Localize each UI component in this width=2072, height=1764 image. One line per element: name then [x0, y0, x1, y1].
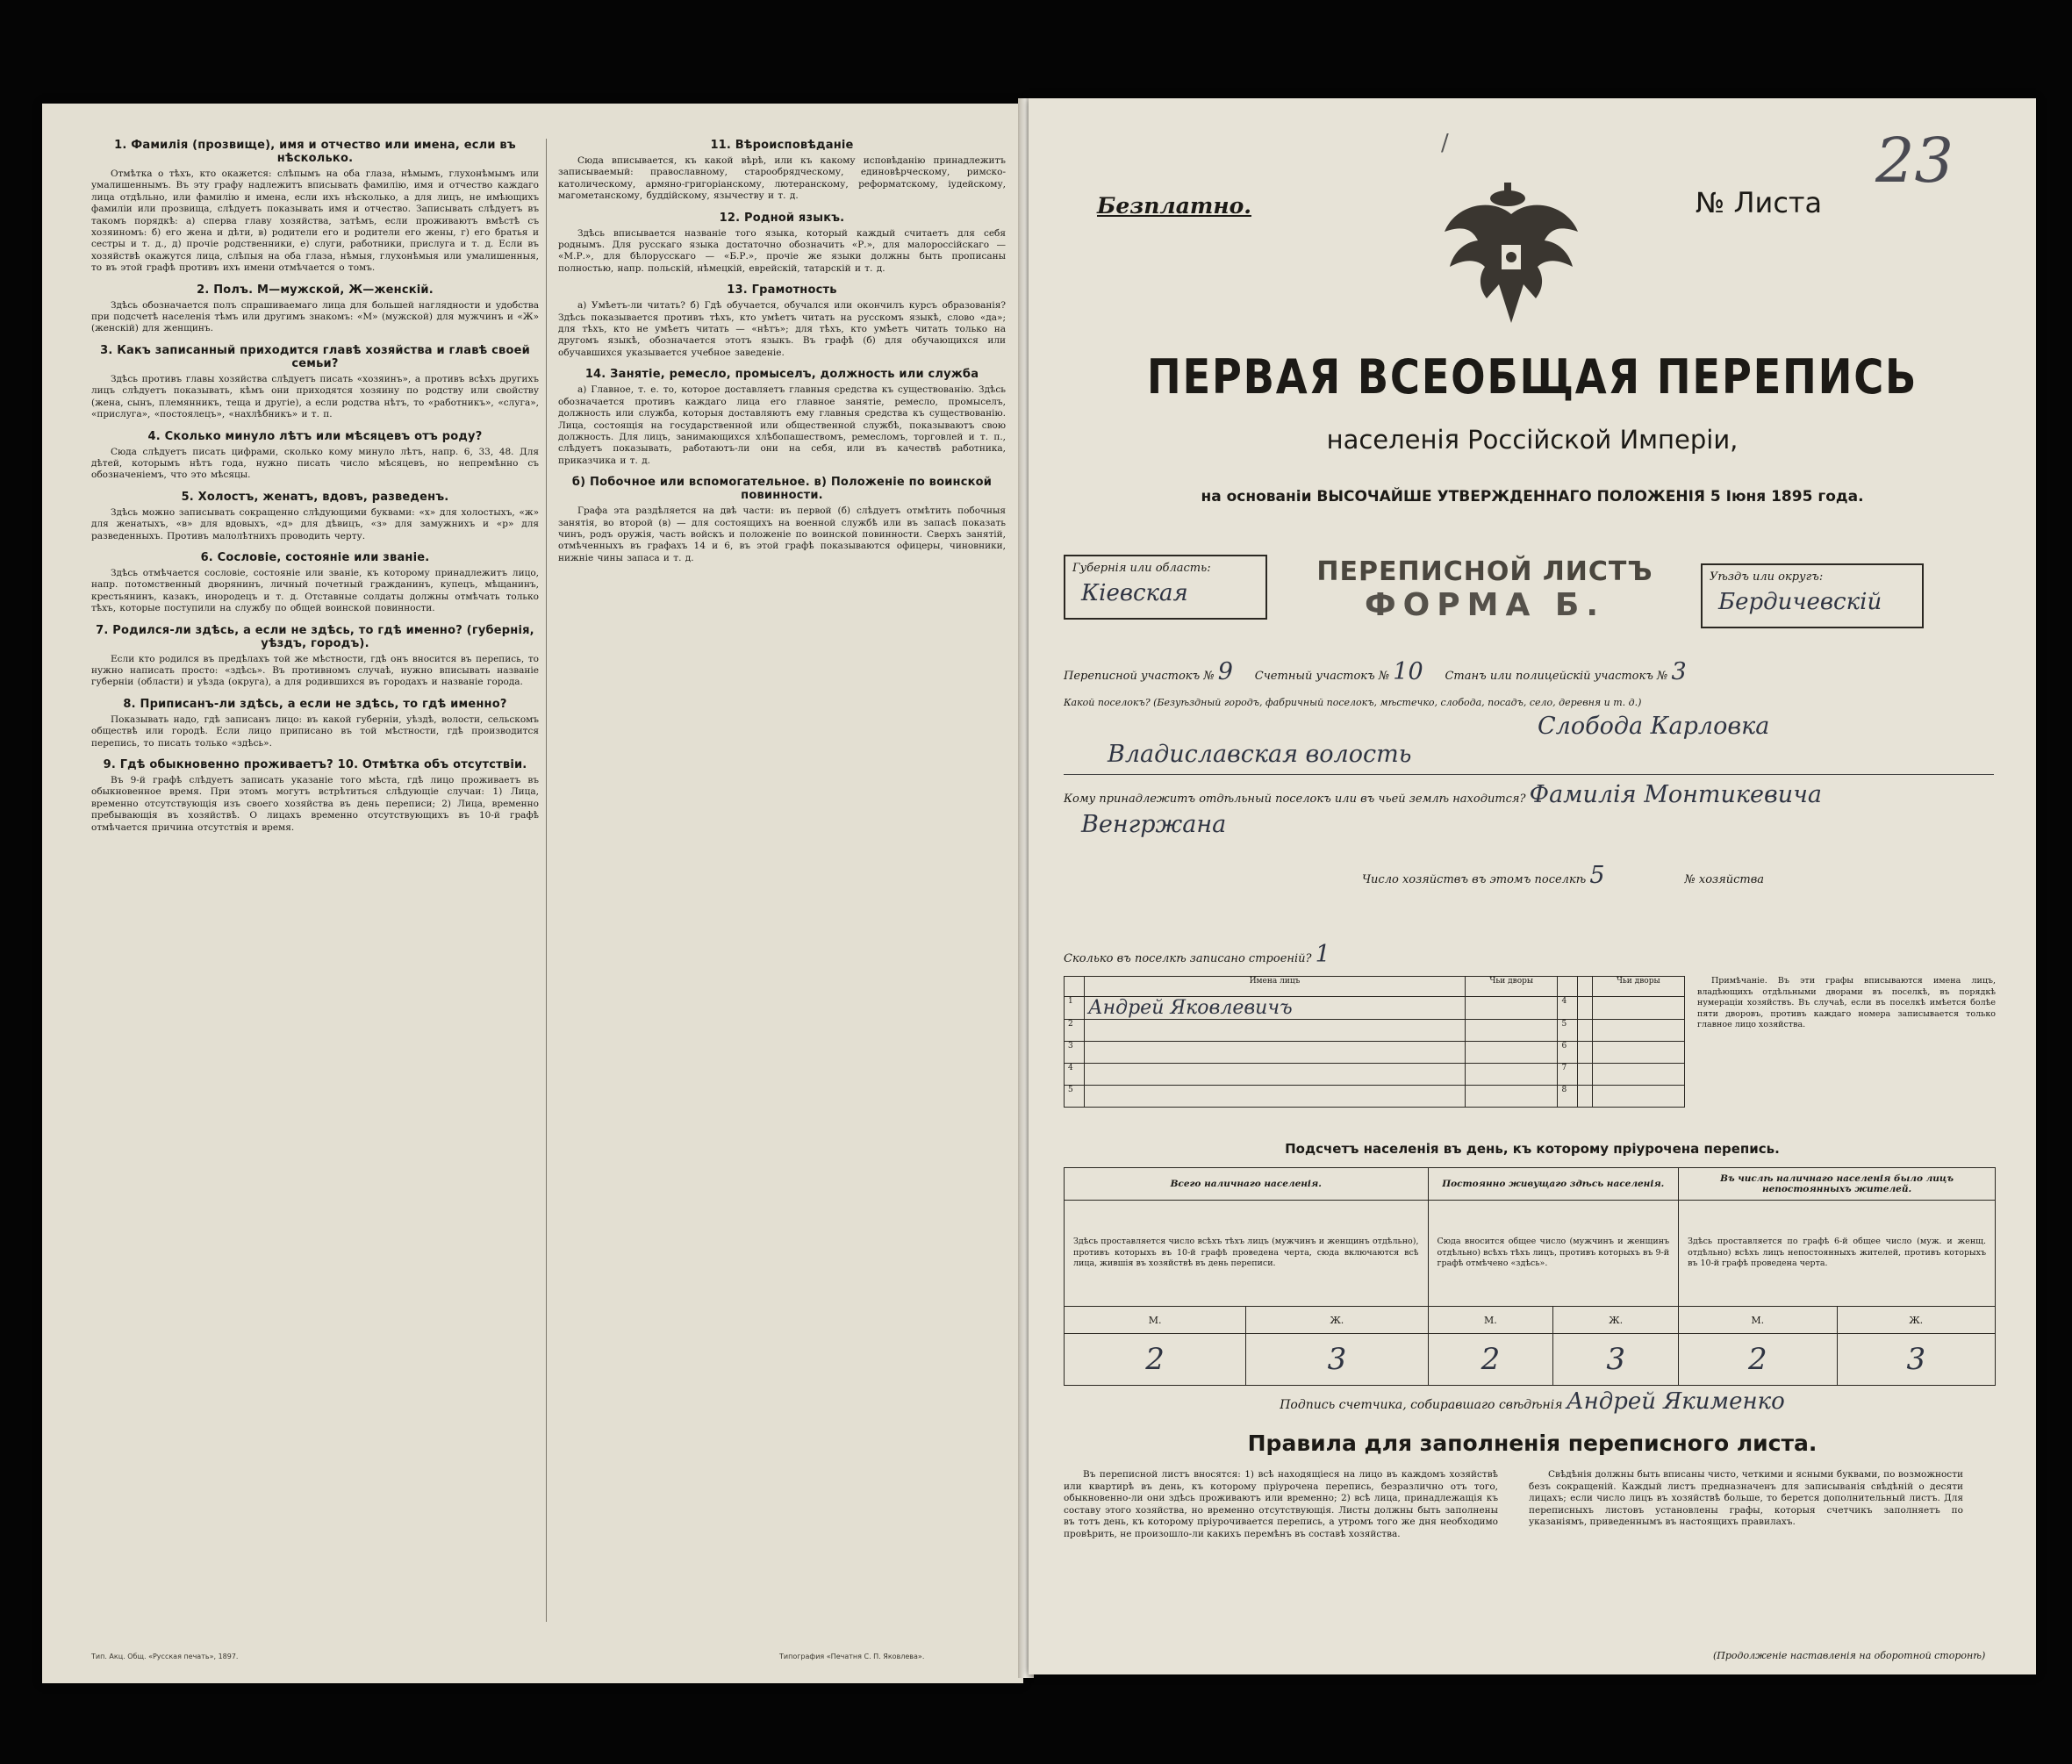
person-name — [1085, 1042, 1466, 1064]
section-body: Сюда вписывается, къ какой вѣрѣ, или къ какому исповѣданію принадлежитъ записываемый: православному, старообрядческому, единовѣрческому, римско-католическому, армяно-григоріанскому, лютеранскому, реформатскому, іудейскому, магометанскому, буддійскому, язычеству и т. д. — [558, 155, 1006, 202]
section-body: Показывать надо, гдѣ записанъ лицо: въ какой губерніи, уѣздѣ, волости, сельскомъ обществѣ или городѣ. Если лицо приписано въ той мѣстности, гдѣ производится перепись, то писать только «здѣсь». — [91, 713, 539, 749]
column-divider — [546, 139, 547, 1622]
row-number: 3 — [1065, 1042, 1085, 1064]
table-cell — [1466, 997, 1558, 1020]
table-row — [1065, 1042, 1685, 1064]
section-body: Здѣсь обозначается полъ спрашиваемаго лица для большей наглядности и удобства при подсчетѣ населенія тѣмъ или другимъ знакомъ: «М» (мужской) для мужчинъ и «Ж» (женскій) для женщинъ. — [91, 299, 539, 334]
section-title: 7. Родился-ли здѣсь, а если не здѣсь, то гдѣ именно? (губернія, уѣздъ, городъ). — [96, 623, 534, 650]
table-cell — [1592, 1086, 1684, 1108]
table-row — [1065, 997, 1685, 1020]
households-value: 5 — [1589, 862, 1605, 889]
instruction-section — [91, 698, 539, 749]
section-body: Если кто родился въ предѣлахъ той же мѣстности, гдѣ онъ вносится въ перепись, то нужно написать просто: «здѣсь». Въ противномъ случаѣ, нужно вписывать названіе губерніи (области) и уѣзда (округа), а для родившихся въ городахъ и названіе города. — [91, 653, 539, 688]
section-body: Здѣсь отмѣчается сословіе, состояніе или званіе, къ которому принадлежитъ лицо, напр. потомственный дворянинъ, личный почетный гражданинъ, купецъ, мѣщанинъ, крестьянинъ, казакъ, инородецъ и т. д. Отставные солдаты должны отмѣчать только тѣхъ, которые поступили на службу по общей воинской повинности. — [91, 567, 539, 614]
section-title: 11. Вѣроисповѣданіе — [710, 139, 854, 152]
settlement-label: Какой поселокъ? (Безуѣздный городъ, фабричный поселокъ, мѣстечко, слобода, посадъ, село, деревня и т. д.) — [1064, 697, 1642, 708]
gubernia-label: Губернія или область: — [1072, 562, 1211, 575]
owner-value: Фамилія Монтикевича — [1529, 781, 1823, 808]
settlement-underline — [1064, 774, 1994, 775]
census-subtitle: населенія Россійской Имперіи, — [1326, 425, 1739, 455]
instruction-section — [91, 758, 539, 834]
households-line — [1362, 862, 1994, 889]
row-number: 5 — [1558, 1020, 1578, 1042]
census-district-label: Переписной участокъ № — [1064, 670, 1215, 683]
section-title: 4. Сколько минуло лѣтъ или мѣсяцевъ отъ роду? — [147, 429, 483, 443]
section-body: Въ 9-й графѣ слѣдуетъ записать указаніе того мѣста, гдѣ лицо проживаетъ въ обыкновенное время. При этомъ могутъ встрѣтиться слѣдующіе случаи: 1) Лица, временно отсутствующія изъ своего хозяйства въ день переписи; 2) Лица, временно пребывающія въ хозяйствѣ. О лицахъ временно отсутствующихъ въ 10-й графѣ отмѣчается причина отсутствія и время. — [91, 775, 539, 833]
header-cell — [1065, 977, 1085, 997]
row-number: 1 — [1065, 997, 1085, 1020]
section-title: 1. Фамилія (прозвище), имя и отчество или имена, если въ нѣсколько. — [114, 139, 516, 165]
instruction-section — [558, 368, 1006, 467]
person-name: Андрей Яковлевичъ — [1085, 997, 1466, 1020]
header-cell — [1558, 977, 1578, 997]
section-title: 12. Родной языкъ. — [719, 211, 845, 225]
section-title: 13. Грамотность — [727, 283, 837, 298]
instruction-section — [91, 491, 539, 542]
owner-line — [1064, 781, 1994, 808]
sex-label: М. — [1428, 1307, 1553, 1334]
person-name — [1085, 1064, 1466, 1086]
table-cell — [1466, 1042, 1558, 1064]
header-cell: Чьи дворы — [1592, 977, 1684, 997]
population-count-title: Подсчетъ населенія въ день, къ которому пріурочена перепись. — [1285, 1141, 1780, 1157]
instruction-section — [91, 283, 539, 335]
count-value: 2 — [1428, 1334, 1553, 1386]
count-district-label: Счетный участокъ № — [1254, 670, 1390, 683]
census-main-title: ПЕРВАЯ ВСЕОБЩАЯ ПЕРЕПИСЬ — [1146, 349, 1918, 405]
households-label: Число хозяйствъ въ этомъ поселкѣ — [1362, 873, 1587, 886]
form-title-line-2: ФОРМА Б. — [1364, 587, 1606, 623]
owner-value-line-2 — [1081, 811, 1432, 838]
header-cell: Всего наличнаго населенія. — [1065, 1168, 1429, 1201]
rules-column-2: Свѣдѣнія должны быть вписаны чисто, четкими и ясными буквами, по возможности безъ сокращеній. Каждый листъ предназначенъ для записыванія свѣдѣній о десяти лицахъ; если число лицъ въ хозяйствѣ больше, то берется дополнительный листъ. Для переписныхъ листовъ установлены графы, которыя счетчикъ заполняетъ по указаніямъ, приведеннымъ въ настоящихъ правилахъ. — [1529, 1469, 1963, 1528]
table-cell — [1578, 1086, 1592, 1108]
sex-label: М. — [1679, 1307, 1837, 1334]
section-body: Здѣсь противъ главы хозяйства слѣдуетъ писать «хозяинъ», а противъ всѣхъ другихъ лицъ слѣдуетъ показывать, кѣмъ они приходятся хозяину по родству или свойству (жена, сынъ, племянникъ, теща и другіе), а если родства нѣтъ, то «работникъ», «слуга», «прислуга», «постоялецъ», «нахлѣбникъ» и т. п. — [91, 373, 539, 420]
section-title: 9. Гдѣ обыкновенно проживаетъ? 10. Отмѣтка объ отсутствіи. — [103, 758, 527, 771]
count-table-values-row — [1065, 1334, 1996, 1386]
table-cell — [1466, 1020, 1558, 1042]
pencil-mark: / — [1441, 130, 1449, 156]
section-title: 14. Занятіе, ремесло, промыселъ, должность или служба — [584, 368, 979, 382]
sex-label: М. — [1065, 1307, 1246, 1334]
row-number: 5 — [1065, 1086, 1085, 1108]
section-body: Здѣсь можно записывать сокращенно слѣдующими буквами: «х» для холостыхъ, «ж» для женатыхъ, «в» для вдовыхъ, «д» для дѣвицъ, «з» для замужнихъ и «р» для разведенныхъ. Противъ малолѣтнихъ проводить черту. — [91, 506, 539, 541]
signature-label: Подпись счетчика, собиравшаго свѣдѣнія — [1280, 1398, 1563, 1412]
instruction-section — [91, 430, 539, 482]
table-cell — [1578, 1064, 1592, 1086]
table-cell — [1592, 1064, 1684, 1086]
gubernia-box — [1064, 555, 1267, 620]
instruction-section — [91, 139, 539, 275]
count-table-descriptions — [1065, 1201, 1996, 1307]
enumerator-signature — [1029, 1388, 2036, 1415]
instructions-column-1 — [91, 133, 539, 1631]
table-row — [1065, 1086, 1685, 1108]
section-body: Графа эта раздѣляется на двѣ части: въ первой (б) слѣдуетъ отмѣтить побочныя занятія, во второй (в) — для состоящихъ на военной службѣ или въ запасѣ показать чинъ, родъ оружія, часть войскъ и положеніе по воинской повинности. Сверхъ занятій, отмѣченныхъ въ графахъ 14 и 6, въ этой графѣ показываются офицеры, чиновники, нижніе чины запаса и т. д. — [558, 506, 1006, 563]
persons-count-line — [1064, 941, 1994, 968]
sheet-number-value: 23 — [1875, 125, 1954, 197]
count-value: 3 — [1553, 1334, 1679, 1386]
table-cell — [1466, 1086, 1558, 1108]
persons-table-header — [1065, 977, 1685, 997]
section-body: Отмѣтка о тѣхъ, кто окажется: слѣпымъ на оба глаза, нѣмымъ, глухонѣмымъ или умалишеннымъ. Въ эту графу надлежитъ вписывать фамилію, имя и отчество каждаго лица отдѣльно, или фамилію и имена, если ихъ нѣсколько, а для лицъ, не имѣющихъ фамиліи или прозвища, слѣдуетъ показывать имя и отчество. Записывать слѣдуетъ въ такомъ порядкѣ: а) сперва главу хозяйства, затѣмъ, если проживаютъ вмѣстѣ съ хозяиномъ: б) его жена и дѣти, в) родители его и родители его жены, г) его братья и сестры и т. д., д) прочіе родственники, е) слуги, работники, прислуга и т. д. Если въ хозяйствѣ окажутся лица, слѣпыя на оба глаза, нѣмыя, глухонѣмыя или умалишенныя, то въ этой графѣ противъ ихъ имени отмѣчается о томъ. — [91, 169, 539, 274]
uezd-box — [1701, 563, 1924, 628]
sex-label: Ж. — [1837, 1307, 1995, 1334]
owner-label: Кому принадлежитъ отдѣльный поселокъ или въ чьей землѣ находится? — [1064, 792, 1526, 806]
description-cell: Сюда вносится общее число (мужчинъ и женщинъ отдѣльно) всѣхъ тѣхъ лицъ, противъ которыхъ въ 9-й графѣ отмѣчено «здѣсь». — [1428, 1201, 1679, 1307]
household-number-label: № хозяйства — [1684, 873, 1765, 886]
table-cell — [1592, 1020, 1684, 1042]
person-name — [1085, 1086, 1466, 1108]
owner-value-2: Венгржана — [1081, 811, 1227, 838]
person-name — [1085, 1020, 1466, 1042]
instruction-section — [91, 624, 539, 689]
count-value: 3 — [1246, 1334, 1428, 1386]
sheet-number-label: № Листа — [1696, 186, 1823, 219]
free-label: Безплатно. — [1097, 193, 1251, 219]
rules-column-1: Въ переписной листъ вносятся: 1) всѣ находящіеся на лицо въ каждомъ хозяйствѣ или квартирѣ въ день, къ которому пріурочена перепись, безразлично отъ того, обыкновенно-ли они здѣсь проживаютъ или временно; 2) всѣ лица, принадлежащія къ составу этого хозяйства, но временно отсутствующія. Листы должны быть заполнены въ тотъ день, къ которому пріурочивается перепись, а утромъ того же дня необходимо провѣрить, не произошло-ли какихъ перемѣнъ въ составѣ хозяйства. — [1064, 1469, 1498, 1539]
row-number: 4 — [1558, 997, 1578, 1020]
row-number: 2 — [1065, 1020, 1085, 1042]
persons-count-value: 1 — [1315, 941, 1330, 968]
table-cell — [1592, 997, 1684, 1020]
section-body: а) Главное, т. е. то, которое доставляетъ главныя средства къ существованію. Здѣсь обозначается противъ каждаго лица его главное занятіе, ремесло, промыселъ, должность или служба, которыя доставляютъ ему главныя средства къ существованію. Лица, состоящія на государственной или общественной службѣ, показываютъ свою должность. Для лицъ, занимающихся хлѣбопашествомъ, ремесломъ, торговлей и т. п., слѣдуетъ показывать, работаютъ-ли они на себя, или въ качествѣ работника, приказчика и т. д. — [558, 384, 1006, 466]
section-body: Здѣсь вписывается названіе того языка, который каждый считаетъ для себя роднымъ. Для русскаго языка достаточно обозначить «Р.», для малороссійскаго — «М.Р.», для бѣлорусскаго — «Б.Р.», прочіе же языки должны быть прописаны полностью, напр. польскій, нѣмецкій, еврейскій, татарскій и т. д. — [558, 227, 1006, 274]
count-value: 3 — [1837, 1334, 1995, 1386]
instruction-section — [91, 344, 539, 421]
left-page — [42, 104, 1023, 1683]
settlement-value-line-2 — [1108, 741, 1634, 768]
census-form-page — [1029, 98, 2036, 1674]
section-body: а) Умѣетъ-ли читать? б) Гдѣ обучается, обучался или окончилъ курсъ образованія? Здѣсь показывается противъ тѣхъ, кто умѣетъ читать на русскомъ языкѣ, слово «да»; для тѣхъ, кто не умѣетъ читать — «нѣтъ»; для тѣхъ, кто умѣетъ читать только на другомъ языкѣ, обозначается этотъ языкъ. Въ графѣ (б) для обучающихся или обучавшихся указывается учебное заведеніе. — [558, 300, 1006, 358]
table-cell — [1578, 997, 1592, 1020]
population-count-table — [1064, 1167, 1996, 1386]
signature-value: Андрей Якименко — [1566, 1388, 1785, 1415]
count-district-value: 10 — [1393, 658, 1423, 685]
row-number: 6 — [1558, 1042, 1578, 1064]
section-title: 5. Холостъ, женатъ, вдовъ, разведенъ. — [181, 490, 449, 504]
settlement-value: Слобода Карловка — [1538, 713, 1770, 740]
sex-label: Ж. — [1553, 1307, 1679, 1334]
count-table-header — [1065, 1168, 1996, 1201]
row-number: 7 — [1558, 1064, 1578, 1086]
table-cell — [1466, 1064, 1558, 1086]
table-cell — [1592, 1042, 1684, 1064]
gubernia-value: Кіевская — [1081, 580, 1188, 606]
section-title: 8. Приписанъ-ли здѣсь, а если не здѣсь, то гдѣ именно? — [123, 697, 507, 711]
instruction-section — [558, 283, 1006, 359]
rules-footnote: (Продолженіе наставленія на оборотной сторонѣ) — [1713, 1650, 1986, 1661]
row-number: 4 — [1065, 1064, 1085, 1086]
persons-table-note: Примѣчаніе. Въ эти графы вписываются имена лицъ, владѣющихъ отдѣльными дворами въ поселкѣ, въ порядкѣ нумераціи хозяйствъ. Въ случаѣ, если въ поселкѣ имѣется болѣе пяти дворовъ, противъ каждаго номера записывается только главное лицо хозяйства. — [1697, 976, 1996, 1029]
table-cell — [1578, 1042, 1592, 1064]
header-cell: Постоянно живущаго здѣсь населенія. — [1428, 1168, 1679, 1201]
count-value: 2 — [1065, 1334, 1246, 1386]
count-value: 2 — [1679, 1334, 1837, 1386]
instruction-section — [91, 551, 539, 615]
settlement-value-2: Владиславская волость — [1108, 741, 1412, 768]
header-cell — [1578, 977, 1592, 997]
persons-table — [1064, 976, 1685, 1108]
district-line — [1064, 658, 1994, 685]
police-district-label: Станъ или полицейскій участокъ № — [1445, 670, 1668, 683]
instruction-section — [558, 212, 1006, 276]
description-cell: Здѣсь проставляется число всѣхъ тѣхъ лицъ (мужчинъ и женщинъ отдѣльно), противъ которыхъ въ 10-й графѣ проведена черта, сюда включаются всѣ лица, жившія въ хозяйствѣ въ день переписи. — [1065, 1201, 1429, 1307]
uezd-value: Бердичевскій — [1718, 589, 1882, 615]
section-title: 2. Полъ. М—мужской, Ж—женскій. — [197, 283, 434, 297]
description-cell: Здѣсь проставляется по графѣ 6-й общее число (муж. и женщ. отдѣльно) всѣхъ лицъ непостоянныхъ жителей, противъ которыхъ въ 10-й графѣ проведена черта. — [1679, 1201, 1996, 1307]
header-cell: Чьи дворы — [1466, 977, 1558, 997]
rules-title: Правила для заполненія переписного листа. — [1247, 1431, 1817, 1456]
section-title: б) Побочное или вспомогательное. в) Положеніе по воинской повинности. — [571, 476, 993, 503]
count-table-sex-row — [1065, 1307, 1996, 1334]
form-title — [1283, 556, 1687, 623]
persons-count-label: Сколько въ поселкѣ записано строеній? — [1064, 952, 1312, 965]
section-title: 3. Какъ записанный приходится главѣ хозяйства и главѣ своей семьи? — [100, 343, 530, 370]
table-row — [1065, 1064, 1685, 1086]
header-cell: Въ числѣ наличнаго населенія было лицъ непостоянныхъ жителей. — [1679, 1168, 1996, 1201]
sex-label: Ж. — [1246, 1307, 1428, 1334]
census-district-value: 9 — [1217, 658, 1233, 685]
instruction-section — [558, 139, 1006, 203]
printer-footer-left: Тип. Акц. Общ. «Русская печать», 1897. — [91, 1653, 239, 1660]
row-number: 8 — [1558, 1086, 1578, 1108]
double-headed-eagle-icon — [1437, 179, 1585, 328]
instructions-column-2 — [558, 133, 1006, 1631]
table-row — [1065, 1020, 1685, 1042]
settlement-value-line — [1538, 713, 1994, 740]
legal-basis-line: на основаніи ВЫСОЧАЙШЕ УТВЕРЖДЕННАГО ПОЛОЖЕНІЯ 5 Іюня 1895 года. — [1201, 488, 1864, 506]
instruction-section — [558, 476, 1006, 564]
police-district-value: 3 — [1671, 658, 1687, 685]
printer-footer-right: Типография «Печатня С. П. Яковлева». — [779, 1653, 925, 1660]
uezd-label: Уѣздъ или округъ: — [1710, 570, 1824, 584]
table-cell — [1578, 1020, 1592, 1042]
form-title-line-1: ПЕРЕПИСНОЙ ЛИСТЪ — [1316, 556, 1653, 587]
section-title: 6. Сословіе, состояніе или званіе. — [200, 550, 430, 564]
section-body: Сюда слѣдуетъ писать цифрами, сколько кому минуло лѣтъ, напр. 6, 33, 48. Для дѣтей, которымъ нѣтъ года, нужно писать число мѣсяцевъ, но непремѣнно съ обозначеніемъ, что это мѣсяцы. — [91, 446, 539, 481]
header-cell: Имена лицъ — [1085, 977, 1466, 997]
